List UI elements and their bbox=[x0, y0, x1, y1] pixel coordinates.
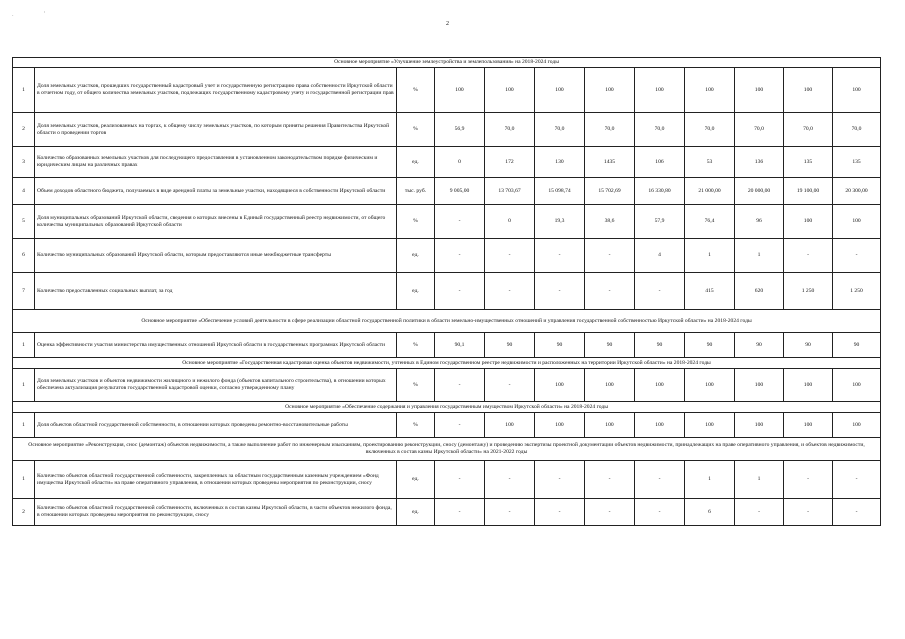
value-cell: 96 bbox=[735, 205, 784, 239]
value-cell: - bbox=[435, 273, 485, 310]
value-cell: - bbox=[585, 461, 635, 499]
indicator-name: Количество образованных земельных участков для последующего предоставления в установленном законодательством порядке физическим и юридическим лицам на различных правах bbox=[35, 147, 397, 178]
value-cell: 1 bbox=[735, 239, 784, 273]
value-cell: 15 702,69 bbox=[585, 178, 635, 205]
value-cell: 100 bbox=[833, 369, 881, 402]
unit-cell: ед. bbox=[397, 239, 435, 273]
unit-cell: % bbox=[397, 68, 435, 113]
value-cell: 100 bbox=[833, 413, 881, 438]
value-cell: 90 bbox=[535, 333, 585, 358]
value-cell: 100 bbox=[585, 68, 635, 113]
table-row bbox=[13, 113, 881, 147]
value-cell: 90 bbox=[635, 333, 685, 358]
unit-cell: ед. bbox=[397, 499, 435, 526]
value-cell: - bbox=[585, 239, 635, 273]
indicator-name: Доля земельных участков, реализованных на торгах, к общему числу земельных участков, по которым приняты решения Правительства Иркутской области о проведении торгов bbox=[35, 113, 397, 147]
value-cell: 100 bbox=[833, 205, 881, 239]
value-cell: - bbox=[435, 369, 485, 402]
value-cell: 100 bbox=[833, 68, 881, 113]
value-cell: 1 bbox=[685, 239, 735, 273]
value-cell: 135 bbox=[784, 147, 833, 178]
value-cell: 90 bbox=[685, 333, 735, 358]
value-cell: 38,6 bbox=[585, 205, 635, 239]
value-cell: 70,0 bbox=[485, 113, 535, 147]
value-cell: 90 bbox=[833, 333, 881, 358]
row-number: 1 bbox=[13, 333, 35, 358]
value-cell: 19 100,00 bbox=[784, 178, 833, 205]
section-title: Основное мероприятие «Обеспечение условий деятельности в сфере реализации областной государственной политики в области земельно-имущественных отношений и управления государственной собственностью Иркутской области» на 2018-2024 годы bbox=[13, 310, 881, 333]
value-cell: 53 bbox=[685, 147, 735, 178]
indicator-name: Количество предоставленных социальных выплат, за год bbox=[35, 273, 397, 310]
value-cell: - bbox=[784, 499, 833, 526]
row-number: 1 bbox=[13, 369, 35, 402]
value-cell: 1 250 bbox=[833, 273, 881, 310]
value-cell: 20 300,00 bbox=[833, 178, 881, 205]
value-cell: - bbox=[435, 205, 485, 239]
indicator-name: Доля земельных участков, прошедших государственный кадастровый учет и государственную регистрацию права собственности Иркутской области в отчетном году, от общего количества земельных участков, подлежащих государственному кадастровому учету и государственной регистрации прав bbox=[35, 68, 397, 113]
section-title: Основное мероприятие «Государственная кадастровая оценка объектов недвижимости, учтенных в Едином государственном реестре недвижимости и расположенных на территории Иркутской области» на 2018-2024 годы bbox=[13, 358, 881, 369]
indicator-name: Оценка эффективности участия министерства имущественных отношений Иркутской области в государственных программах Иркутской области bbox=[35, 333, 397, 358]
value-cell: 100 bbox=[535, 68, 585, 113]
value-cell: 415 bbox=[685, 273, 735, 310]
value-cell: 1 bbox=[685, 461, 735, 499]
value-cell: 100 bbox=[535, 413, 585, 438]
section-header-row bbox=[13, 438, 881, 461]
section-title: Основное мероприятие «Обеспечение содержания и управления государственным имуществом Иркутской области» на 2018-2024 годы bbox=[13, 402, 881, 413]
row-number: 2 bbox=[13, 113, 35, 147]
table-row bbox=[13, 499, 881, 526]
row-number: 2 bbox=[13, 499, 35, 526]
value-cell: 70,0 bbox=[735, 113, 784, 147]
corner-mark: · bbox=[12, 14, 14, 19]
value-cell: 0 bbox=[435, 147, 485, 178]
row-number: 4 bbox=[13, 178, 35, 205]
value-cell: - bbox=[784, 461, 833, 499]
value-cell: 90,1 bbox=[435, 333, 485, 358]
value-cell: 100 bbox=[485, 413, 535, 438]
unit-cell: % bbox=[397, 333, 435, 358]
section-header-row bbox=[13, 358, 881, 369]
value-cell: 136 bbox=[735, 147, 784, 178]
value-cell: 90 bbox=[485, 333, 535, 358]
value-cell: - bbox=[635, 273, 685, 310]
table-row bbox=[13, 178, 881, 205]
value-cell: 90 bbox=[784, 333, 833, 358]
value-cell: 100 bbox=[485, 68, 535, 113]
value-cell: 21 000,00 bbox=[685, 178, 735, 205]
value-cell: 620 bbox=[735, 273, 784, 310]
value-cell: 100 bbox=[585, 413, 635, 438]
value-cell: - bbox=[735, 499, 784, 526]
value-cell: - bbox=[833, 499, 881, 526]
value-cell: 100 bbox=[435, 68, 485, 113]
value-cell: 70,0 bbox=[535, 113, 585, 147]
value-cell: 90 bbox=[735, 333, 784, 358]
value-cell: 130 bbox=[535, 147, 585, 178]
unit-cell: ед. bbox=[397, 273, 435, 310]
unit-cell: ед. bbox=[397, 461, 435, 499]
value-cell: 15 098,74 bbox=[535, 178, 585, 205]
indicators-table bbox=[12, 57, 881, 526]
page-number: 2 bbox=[446, 21, 449, 27]
value-cell: 57,9 bbox=[635, 205, 685, 239]
section-header-row bbox=[13, 58, 881, 68]
value-cell: 16 330,80 bbox=[635, 178, 685, 205]
value-cell: 100 bbox=[635, 369, 685, 402]
unit-cell: тыс. руб. bbox=[397, 178, 435, 205]
unit-cell: % bbox=[397, 413, 435, 438]
value-cell: - bbox=[435, 413, 485, 438]
table-row bbox=[13, 461, 881, 499]
row-number: 1 bbox=[13, 413, 35, 438]
value-cell: 100 bbox=[685, 369, 735, 402]
unit-cell: % bbox=[397, 205, 435, 239]
indicator-name: Количество объектов областной государственной собственности, закрепленных за областным государственным казенным учреждением «Фонд имущества Иркутской области» на праве оперативного управления, в отношении которых проведены мероприятия по реконструкции, сносу bbox=[35, 461, 397, 499]
value-cell: 70,0 bbox=[685, 113, 735, 147]
value-cell: 100 bbox=[635, 413, 685, 438]
value-cell: 1 bbox=[735, 461, 784, 499]
value-cell: 19,3 bbox=[535, 205, 585, 239]
row-number: 6 bbox=[13, 239, 35, 273]
section-header-row bbox=[13, 402, 881, 413]
value-cell: 70,0 bbox=[833, 113, 881, 147]
table-row bbox=[13, 333, 881, 358]
value-cell: 20 000,00 bbox=[735, 178, 784, 205]
section-title: Основное мероприятие «Улучшение землеустройства и землепользования» на 2018-2024 годы bbox=[13, 58, 881, 68]
value-cell: 9 005,00 bbox=[435, 178, 485, 205]
value-cell: - bbox=[635, 499, 685, 526]
value-cell: 0 bbox=[485, 205, 535, 239]
table-row bbox=[13, 68, 881, 113]
value-cell: 1 250 bbox=[784, 273, 833, 310]
value-cell: - bbox=[435, 499, 485, 526]
row-number: 3 bbox=[13, 147, 35, 178]
table-row bbox=[13, 273, 881, 310]
table-row bbox=[13, 239, 881, 273]
value-cell: 56,9 bbox=[435, 113, 485, 147]
value-cell: - bbox=[635, 461, 685, 499]
row-number: 1 bbox=[13, 68, 35, 113]
value-cell: - bbox=[485, 499, 535, 526]
value-cell: 100 bbox=[784, 369, 833, 402]
indicator-name: Количество объектов областной государственной собственности, включенных в состав казны Иркутской области, в части объектов нежилого фонда, в отношении которых проведены мероприятия по реконструкции, сносу bbox=[35, 499, 397, 526]
value-cell: 100 bbox=[685, 68, 735, 113]
value-cell: 6 bbox=[685, 499, 735, 526]
table-row bbox=[13, 205, 881, 239]
value-cell: 100 bbox=[784, 68, 833, 113]
value-cell: 70,0 bbox=[784, 113, 833, 147]
value-cell: 100 bbox=[784, 205, 833, 239]
value-cell: 13 703,67 bbox=[485, 178, 535, 205]
value-cell: 100 bbox=[784, 413, 833, 438]
value-cell: 106 bbox=[635, 147, 685, 178]
value-cell: 76,4 bbox=[685, 205, 735, 239]
value-cell: 135 bbox=[833, 147, 881, 178]
value-cell: - bbox=[435, 461, 485, 499]
value-cell: - bbox=[485, 461, 535, 499]
table-row bbox=[13, 147, 881, 178]
value-cell: 100 bbox=[735, 413, 784, 438]
table-row bbox=[13, 369, 881, 402]
table-row bbox=[13, 413, 881, 438]
section-title: Основное мероприятие «Реконструкция, снос (демонтаж) объектов недвижимости, а также выполнение работ по инженерным изысканиям, проектированию реконструкции, сносу (демонтажу) и проведению экспертизы проектной документации объектов недвижимости, принадлежащих на праве оперативного управления, и объектов недвижимости, включенных в состав казны Иркутской области» на 2021-2022 годы bbox=[13, 438, 881, 461]
indicator-name: Доля земельных участков и объектов недвижимости жилищного и нежилого фонда (объектов капитального строительства), в отношении которых обеспечена актуализация результатов государственной кадастровой оценки, согласно утвержденному плану bbox=[35, 369, 397, 402]
value-cell: - bbox=[485, 239, 535, 273]
value-cell: - bbox=[784, 239, 833, 273]
value-cell: 70,0 bbox=[635, 113, 685, 147]
value-cell: - bbox=[435, 239, 485, 273]
value-cell: 172 bbox=[485, 147, 535, 178]
value-cell: 70,0 bbox=[585, 113, 635, 147]
value-cell: 100 bbox=[735, 68, 784, 113]
indicator-name: Объем доходов областного бюджета, получаемых в виде арендной платы за земельные участки, находящиеся в собственности Иркутской области bbox=[35, 178, 397, 205]
unit-cell: % bbox=[397, 369, 435, 402]
value-cell: 4 bbox=[635, 239, 685, 273]
section-header-row bbox=[13, 310, 881, 333]
value-cell: - bbox=[535, 273, 585, 310]
unit-cell: % bbox=[397, 113, 435, 147]
indicator-name: Доля объектов областной государственной собственности, в отношении которых проведены ремонтно-восстановительные работы bbox=[35, 413, 397, 438]
unit-cell: ед. bbox=[397, 147, 435, 178]
value-cell: 100 bbox=[685, 413, 735, 438]
row-number: 7 bbox=[13, 273, 35, 310]
value-cell: 100 bbox=[635, 68, 685, 113]
corner-mark-2: ' bbox=[44, 12, 45, 17]
value-cell: 100 bbox=[535, 369, 585, 402]
value-cell: - bbox=[585, 273, 635, 310]
value-cell: - bbox=[535, 499, 585, 526]
value-cell: 90 bbox=[585, 333, 635, 358]
value-cell: - bbox=[833, 239, 881, 273]
value-cell: 100 bbox=[585, 369, 635, 402]
value-cell: - bbox=[535, 461, 585, 499]
row-number: 5 bbox=[13, 205, 35, 239]
value-cell: - bbox=[485, 369, 535, 402]
row-number: 1 bbox=[13, 461, 35, 499]
indicator-name: Доля муниципальных образований Иркутской области, сведения о которых внесены в Единый государственный реестр недвижимости, от общего количества муниципальных образований Иркутской области bbox=[35, 205, 397, 239]
indicator-name: Количество муниципальных образований Иркутской области, которым предоставляются иные межбюджетные трансферты bbox=[35, 239, 397, 273]
value-cell: 1435 bbox=[585, 147, 635, 178]
value-cell: - bbox=[585, 499, 635, 526]
value-cell: - bbox=[833, 461, 881, 499]
value-cell: 100 bbox=[735, 369, 784, 402]
value-cell: - bbox=[535, 239, 585, 273]
value-cell: - bbox=[485, 273, 535, 310]
